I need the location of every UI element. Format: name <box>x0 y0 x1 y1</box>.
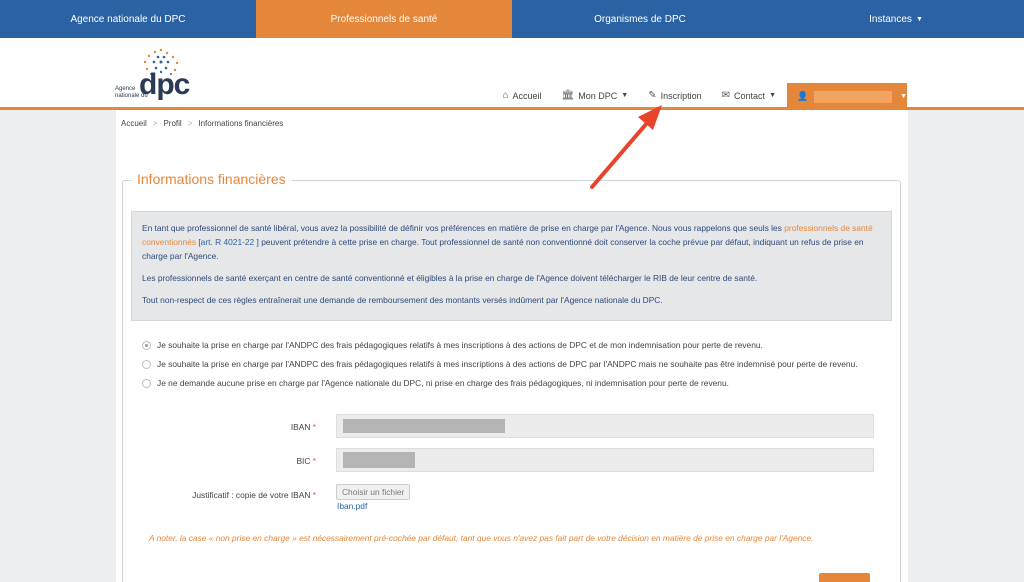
tab-professionnels-sante[interactable] <box>256 0 512 38</box>
uploaded-file-link[interactable]: Iban.pdf <box>337 501 368 511</box>
nav-inscription[interactable]: ✎ Inscription <box>648 90 702 101</box>
link-article[interactable]: art. R 4021-22 <box>200 237 255 247</box>
home-icon: ⌂ <box>502 90 509 101</box>
link-professionnels-conventionnes[interactable]: professionnels de santé conventionnés <box>142 223 873 247</box>
tab-label: Agence nationale du DPC <box>70 13 186 25</box>
option-no-coverage[interactable]: Je ne demande aucune prise en charge par l'Agence nationale du DPC, ni prise en charge des frais pédagogiques, ni indemnisation pour perte de revenu. <box>142 377 872 390</box>
breadcrumb-separator: > <box>152 119 158 128</box>
breadcrumb <box>121 119 283 128</box>
info-notice <box>131 211 892 321</box>
iban-label: IBAN * <box>290 422 316 432</box>
nav-contact[interactable]: ✉ Contact ▼ <box>721 90 776 101</box>
option-partial-coverage[interactable]: Je souhaite la prise en charge par l'ANDPC des frais pédagogiques relatifs à mes inscriptions à des actions de DPC par l'ANDPC mais ne souhaite pas être indemnisé pour perte de revenu. <box>142 358 872 371</box>
breadcrumb-current: Informations financières <box>198 119 284 128</box>
logo-dpc-text: dpc <box>139 68 190 101</box>
tab-label: Organismes de DPC <box>594 13 686 25</box>
default-choice-note: A noter, la case « non prise en charge » est nécessairement pré-cochée par défaut, tant que vous n'avez pas fait part de votre décision en matière de prise en charge par l'Agence. <box>149 533 814 543</box>
breadcrumb-accueil[interactable]: Accueil <box>121 119 147 128</box>
tab-agence-nationale[interactable] <box>0 0 256 38</box>
chevron-down-icon: ▼ <box>915 15 923 23</box>
bic-value-redacted <box>343 452 415 468</box>
justificatif-label: Justificatif : copie de votre IBAN * <box>192 490 316 500</box>
user-icon: 👤 <box>797 91 809 101</box>
iban-value-redacted <box>343 419 505 433</box>
chevron-down-icon: ▼ <box>621 92 629 99</box>
institution-icon: 🏛 <box>561 90 575 101</box>
chevron-down-icon: ▼ <box>769 92 776 99</box>
radio-button[interactable] <box>142 360 151 369</box>
choose-file-button[interactable]: Choisir un fichier <box>336 484 410 500</box>
section-title: Informations financières <box>131 171 292 187</box>
main-panel <box>116 110 908 582</box>
top-navigation-bar <box>0 0 1024 38</box>
bic-label: BIC * <box>296 456 316 466</box>
user-name-redacted <box>814 91 892 103</box>
tab-label: Professionnels de santé <box>330 13 438 25</box>
iban-row <box>116 414 906 440</box>
logo-small-text: Agence nationale du <box>115 86 148 99</box>
tab-label: Instances <box>869 13 912 25</box>
nav-mon-dpc[interactable]: 🏛 Mon DPC ▼ <box>561 90 629 101</box>
tab-organismes-dpc[interactable] <box>512 0 768 38</box>
breadcrumb-profil[interactable]: Profil <box>163 119 182 128</box>
info-paragraph: Les professionnels de santé exerçant en centre de santé conventionné et éligibles à la prise en charge de l'Agence doivent télécharger le RIB de leur centre de santé. <box>142 273 758 283</box>
info-paragraph: Tout non-respect de ces règles entraînerait une demande de remboursement des montants versés indûment par l'Agence nationale du DPC. <box>142 295 663 305</box>
info-paragraph: En tant que professionnel de santé libéral, vous avez la possibilité de définir vos préférences en matière de prise en charge par l'Agence. Nous vous rappelons que seuls les professionnels de santé conventionnés [art. R 4021-22 ] peuvent prétendre à cette prise en charge. Tout professionnel de santé non conventionné doit conserver la coche prévue par défaut, indiquant un refus de prise en charge par l'Agence. <box>142 223 873 261</box>
andpc-logo[interactable] <box>115 44 195 106</box>
nav-accueil[interactable]: ⌂ Accueil <box>502 90 542 101</box>
radio-button[interactable] <box>142 379 151 388</box>
pencil-icon: ✎ <box>648 90 657 101</box>
iban-field[interactable] <box>336 414 874 438</box>
radio-button[interactable] <box>142 341 151 350</box>
prise-en-charge-options <box>142 339 872 396</box>
tab-instances[interactable] <box>768 0 1024 38</box>
justificatif-row <box>116 482 906 508</box>
user-menu-button[interactable] <box>787 83 907 110</box>
option-full-coverage[interactable]: Je souhaite la prise en charge par l'ANDPC des frais pédagogiques relatifs à mes inscriptions à des actions de DPC et de mon indemnisation pour perte de revenu. <box>142 339 872 352</box>
bic-field[interactable] <box>336 448 874 472</box>
envelope-icon: ✉ <box>721 90 731 101</box>
breadcrumb-separator: > <box>187 119 193 128</box>
bic-row <box>116 448 906 474</box>
submit-button[interactable] <box>819 573 870 582</box>
chevron-down-icon: ▼ <box>900 93 907 100</box>
